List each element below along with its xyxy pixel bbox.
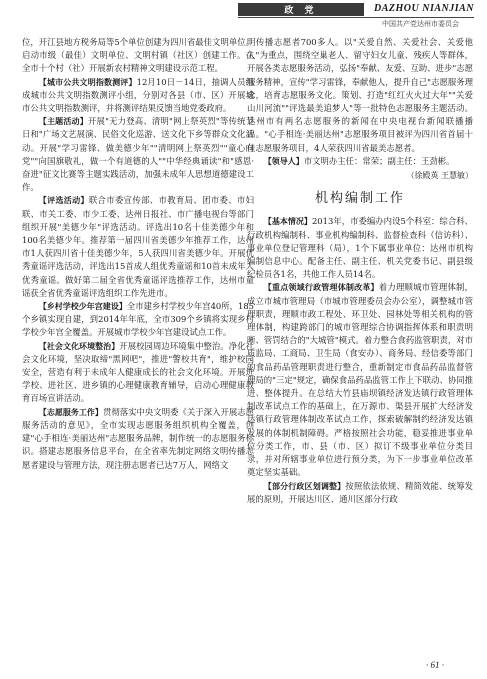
paragraph-text: 全市建乡村学校少年宫40所，185个乡镇实现自建，到2014年年底，全市309个乡镇将实现乡村学校少年宫全覆盖。开展城市学校少年宫建设试点工作。 [22,301,254,338]
header-subtitle: 中国共产党达州市委员会 [382,20,459,28]
paragraph-heading: 【部分行政区划调整】 [263,481,346,491]
paragraph-heading: 【基本情况】 [263,217,312,227]
paragraph-heading: 【评选活动】 [38,196,89,206]
right-column [247,36,473,506]
paragraph-text: 按照依法依规、精简效能、统筹发展的原则，开展达川区、通川区部分行政 [247,480,474,504]
paragraph-text: 明传播志愿者700多人。以"关爱自然、关爱社会、关爱他人"为重点，围绕空巢老人、留守妇女儿童、残疾人等群体，开展各类志愿服务活动，弘扬"奉献、友爱、互助、进步"志愿服务精神，宣传"学习雷锋，奉献他人，提升自己"志愿服务理念，培育志愿服务文化。策划、打造"红红火火过大年""关爱山川河流""评选最美追梦人"等一批特色志愿服务主题活动。达州市有两名志愿服务的新闻在中央电视台新闻联播播出。"心手相连·美丽达州"志愿服务项目被评为四川省首届十佳志愿服务项目，4人荣获四川省最美志愿者。 [247,37,473,153]
section-label: 政 党 [238,3,364,16]
paragraph-heading: 【志愿服务工作】 [38,407,103,417]
paragraph-heading: 【领导人】 [263,156,304,166]
paragraph [22,300,254,340]
paragraph [22,406,254,472]
paragraph-heading: 【主题活动】 [38,117,88,127]
paragraph-heading: 【乡村学校少年宫建设】 [38,302,127,312]
paragraph-heading: 【社会文化环境整治】 [38,341,120,351]
paragraph [247,215,473,281]
header-rule [238,17,474,18]
left-column [22,36,254,472]
paragraph-text: 开展"无力登高、清明"网上祭英烈"等传统节日和"广场文艺展演、民俗文化巡游、送文化下乡等群众文化活动。开展"学习雷锋、做美德少年""清明网上祭英烈""童心向党""向国旗敬礼，做一个有道德的人""中华经典诵读"和"感恩·奋进"征文比赛等主题实践活动，加强未成年人思想道德建设工作。 [22,116,255,193]
paragraph-text: 12月10日－14日，抽调人员组成城市公共文明指数测评小组，分别对各县（市、区）开展城市公共文明指数测评，并将测评结果反馈当地党委政府。 [22,76,254,114]
paragraph-heading: 【重点领域行政管理体制改革】 [263,283,379,293]
author-signature: （徐殿英 王慧敏） [406,171,473,181]
paragraph-text: 贯彻落实中央文明委《关于深入开展志愿服务活动的意见》，全市实现志愿服务组织机构全覆盖，创建"心手相连·美丽达州"志愿服务品牌，制作统一的志愿服务标识。搭建志愿服务信息平台，在全省率先制定网络文明传播志愿者建设与管理方法，现注册志愿者已达7万人，网络文 [22,406,255,470]
paragraph [247,36,473,155]
page-header [0,0,487,30]
paragraph-heading: 【城市公共文明指数测评】 [38,77,137,87]
paragraph [22,194,254,300]
paragraph [247,480,473,506]
paragraph-text: 着力理顺城市管理体制，成立市城市管理局（市城市管理委员会办公室），调整城市管理职责，理顺市政工程处、环卫处、园林处等相关机构的管理体制，构建跨部门的城市管理综合协调指挥体系和职责明晰、管罚结合的"大城管"模式。着力整合食药监管职责，对市质监局、工商局、卫生局（食安办）、商务局、经信委等部门的食品药品管理职责进行整合，重新制定市食品药品监督管理局的"三定"规定，确保食品药品监管工作上下联动、协同推进、整体提升。在总结大竹县庙坝镇经济发达镇行政管理体制改革试点工作的基础上，在万源市、渠县开展扩大经济发达镇行政管理体制改革试点工作，探索破解制约经济发达镇发展的体制机制障碍。严格按照社会功能，稳妥推进事业单位分类工作，市、县（市、区）拟订不级事业单位分类目录，并对所辖事业单位进行预分类，为下一步事业单位改革奠定坚实基础。 [247,282,474,478]
paragraph [247,281,473,479]
paragraph-text: 开展校园周边环境集中整治。净化社会文化环境，坚决取缔"黑网吧"，推进"警校共育"，维护校园安全，营造有利于未成年人健康成长的社会文化环境。开展进学校、进社区、进乡镇的心理健康教育辅导，启动心理健康教育百场宣讲活动。 [22,340,255,404]
paragraph [22,36,254,76]
paragraph [22,340,254,406]
section-title: 机构编制工作 [314,191,405,207]
paragraph-text: 位，开江县地方税务局等5个单位创建为四川省最佳文明单位。启动市级（最佳）文明单位、文明村镇（社区）创建工作。在全市十个村（社）开展新农村精神文明建设示范工程。 [22,37,254,74]
paragraph-text: 市文明办主任：常荣；副主任：王劲彬。 [303,155,455,166]
paragraph [22,115,254,194]
paragraph-text: 联合市委宣传部、市教育局、团市委、市妇联、市关工委、市少工委、达州日报社、市广播电视台等部门组织开展"美德少年"评选活动。评选出10名十佳美德少年和100名美德少年。推荐第一届四川省美德少年推荐工作，达州市1人获四川省十佳美德少年，5人获四川省美德少年。开展优秀童谣评选活动，评选出15首成人组优秀童谣和10首未成年人优秀童谣。做好第二届全省优秀童谣评选推荐工作，达州市童谣获全省优秀童谣评选组织工作先进市。 [22,195,255,298]
paragraph [22,76,254,116]
yearbook-brand: DAZHOU NIANJIAN [374,3,475,14]
page-number: · 61 · [426,660,444,670]
paragraph-text: 2013年，市委编办内设5个科室：综合科、行政机构编制科、事业机构编制科、监督检查科（信访科）、事业单位登记管理科（局），1个下属事业单位：达州市机构编制信息中心。配备主任、副主任、机关党委书记、副县级纪检员各1名，共他工作人员14名。 [247,216,473,280]
paragraph [247,155,473,168]
